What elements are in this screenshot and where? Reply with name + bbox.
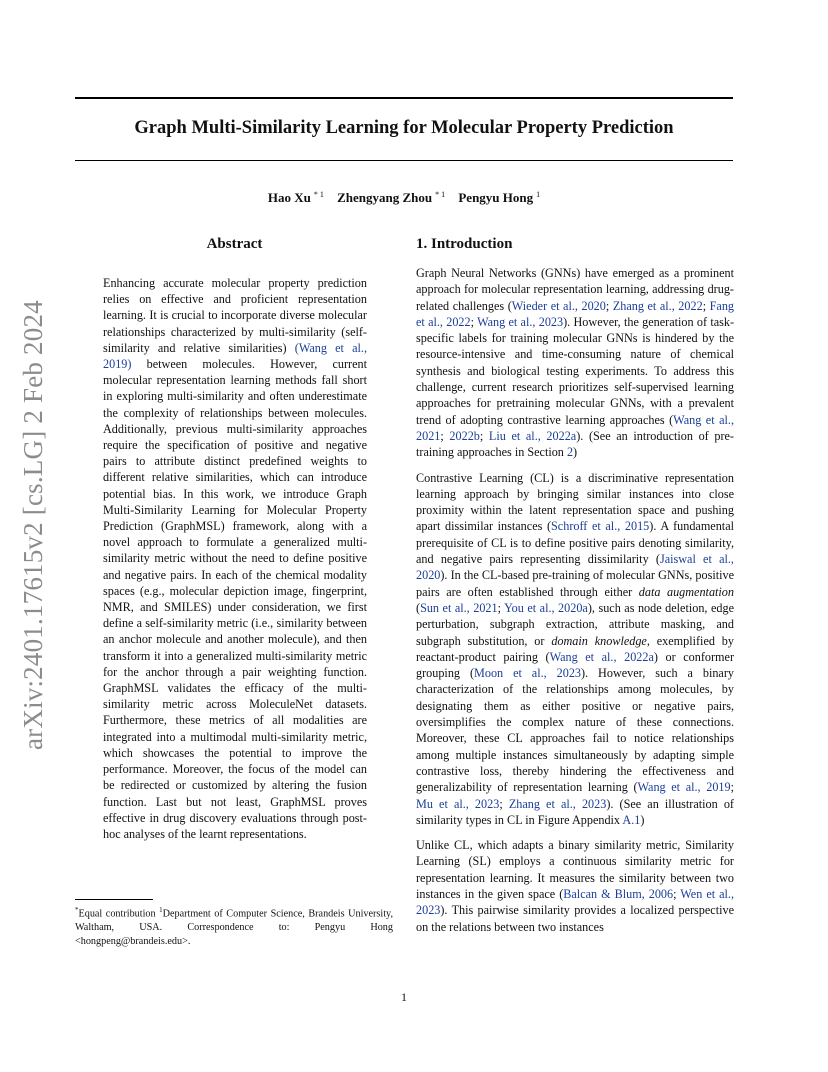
paragraph: Graph Neural Networks (GNNs) have emerged as a prominent approach for molecular representation learning, addressing drug-related challenges (Wieder et al., 2020; Zhang et al., 2022; Fang et al., 2022; Wang et al., 2023). However, the generation of task-specific labels for training molecular GNNs is hindered by the resource-intensive and time-consuming nature of chemical synthesis and biological testing experiments. To address this challenge, current research prioritizes self-supervised learning approaches for pretraining molecular GNNs, with a prevalent trend of adopting contrastive learning approaches (Wang et al., 2021; 2022b; Liu et al., 2022a). (See an introduction of pre-training approaches in Section 2) — [416, 266, 735, 460]
introduction-body — [416, 265, 734, 944]
page-number: 1 — [401, 990, 407, 1004]
section-link[interactable]: 2 — [566, 445, 574, 460]
abstract-heading: Abstract — [206, 236, 263, 252]
paper-title: Graph Multi-Similarity Learning for Molecular Property Prediction — [134, 118, 674, 138]
citation-link[interactable]: Wang et al., 2023 — [477, 314, 564, 329]
citation-link[interactable]: (Wang et al., 2019) — [103, 340, 367, 372]
paragraph: Unlike CL, which adapts a binary similarity metric, Similarity Learning (SL) employs a continuous similarity metric for representation learning. It measures the similarity between two instances in the given space (Balcan & Blum, 2006; Wen et al., 2023). This pairwise similarity provides a localized perspective on the relations between two instances — [416, 838, 735, 934]
citation-link[interactable]: Mu et al., 2023 — [416, 796, 500, 811]
paragraph: Contrastive Learning (CL) is a discriminative representation learning approach by bringing similar instances into close proximity within the latent representation space and pushing apart dissimilar instances (Schroff et al., 2015). A fundamental prerequisite of CL is to define positive pairs denoting similarity, and negative pairs representing dissimilarity (Jaiswal et al., 2020). In the CL-based pre-training of molecular GNNs, positive pairs are often established through either data augmentation (Sun et al., 2021; You et al., 2020a), such as node deletion, edge perturbation, subgraph extraction, attribute masking, and subgraph substitution, or domain knowledge, exemplified by reactant-product pairing (Wang et al., 2022a) or conformer grouping (Moon et al., 2023). However, such a binary characterization of the relationships among molecules, by designating them as either positive or negative pairs, oversimplifies the complex nature of these connections. Moreover, these CL approaches fail to notice relationships among multiple instances simultaneously by adapting simple contrastive loss, thereby hindering the effectiveness and generalizability of representation learning (Wang et al., 2019; Mu et al., 2023; Zhang et al., 2023). (See an illustration of similarity types in CL in Figure Appendix A.1) — [416, 470, 734, 827]
citation-link[interactable]: Wang et al., 2022a — [549, 649, 654, 664]
citation-link[interactable]: Wang et al., 2019 — [637, 780, 731, 795]
author-list — [75, 190, 733, 206]
footnote-divider — [75, 899, 153, 900]
figure-link[interactable]: A.1 — [622, 812, 641, 827]
citation-link[interactable]: Jaiswal et al., 2020 — [416, 552, 734, 583]
citation-link[interactable]: Zhang et al., 2023 — [508, 796, 607, 811]
title-rule-bottom — [75, 160, 733, 161]
citation-link[interactable]: 2022b — [449, 428, 480, 443]
section-heading-introduction: 1. Introduction — [416, 236, 513, 252]
author: Hao Xu $^{* 1}$ — [267, 190, 324, 206]
citation-link[interactable]: Schroff et al., 2015 — [551, 519, 650, 534]
author: Pengyu Hong $^1$ — [458, 190, 541, 206]
title-rule-top — [75, 97, 733, 99]
arxiv-identifier: arXiv:2401.17615v2 [cs.LG] 2 Feb 2024 — [18, 300, 48, 750]
citation-link[interactable]: Fang et al., 2022 — [416, 298, 735, 329]
citation-link[interactable]: Wen et al., 2023 — [416, 886, 735, 918]
citation-link[interactable]: Liu et al., 2022a — [488, 428, 577, 443]
citation-link[interactable]: Wieder et al., 2020 — [511, 298, 606, 313]
author: Zhengyang Zhou $^{* 1}$ — [337, 190, 446, 206]
abstract-body: Enhancing accurate molecular property prediction relies on effective and proficient representation learning. It is crucial to incorporate diverse molecular relationships characterized by multi-similarity (self-similarity and relative similarities) (Wang et al., 2019) between molecules. However, current molecular representation learning methods fall short in exploring multi-similarity and often underestimate the complexity of relationships between molecules. Additionally, previous multi-similarity approaches require the specification of positive and negative pairs to attribute distinct predefined weights to different relative similarities, which can introduce potential bias. In this work, we introduce Graph Multi-Similarity Learning for Molecular Property Prediction (GraphMSL) framework, along with a novel approach to formulate a generalized multi-similarity metric without the need to define positive and negative pairs. In each of the chemical modality spaces (e.g., molecular depiction image, fingerprint, NMR, and SMILES) under consideration, we first define a self-similarity metric (i.e., similarity between an anchor molecule and another molecule), and then transform it into a generalized multi-similarity metric for the anchor through a pair weighting function. GraphMSL validates the efficacy of the multi-similarity metric across MoleculeNet datasets. Furthermore, these metrics of all modalities are integrated into a multimodal multi-similarity metric, which showcases the potential to improve the performance. Moreover, the focus of the model can be redirected or customized by altering the fusion function. Last but not least, GraphMSL proves effective in drug discovery evaluations through post-hoc analyses of the learnt representations. — [103, 276, 367, 841]
citation-link[interactable]: Balcan & Blum, 2006 — [563, 886, 674, 901]
citation-link[interactable]: Wang et al., 2021 — [416, 412, 734, 443]
citation-link[interactable]: Moon et al., 2023 — [474, 666, 582, 681]
citation-link[interactable]: Sun et al., 2021 — [420, 600, 498, 615]
footnote: *Equal contribution $^1$Department of Computer Science, Brandeis University, Waltham, USA. Correspondence to: Pengyu Hong <hongpeng@brandeis.edu>. — [75, 906, 394, 948]
citation-link[interactable]: Zhang et al., 2022 — [612, 298, 703, 313]
citation-link[interactable]: You et al., 2020a — [504, 600, 588, 615]
